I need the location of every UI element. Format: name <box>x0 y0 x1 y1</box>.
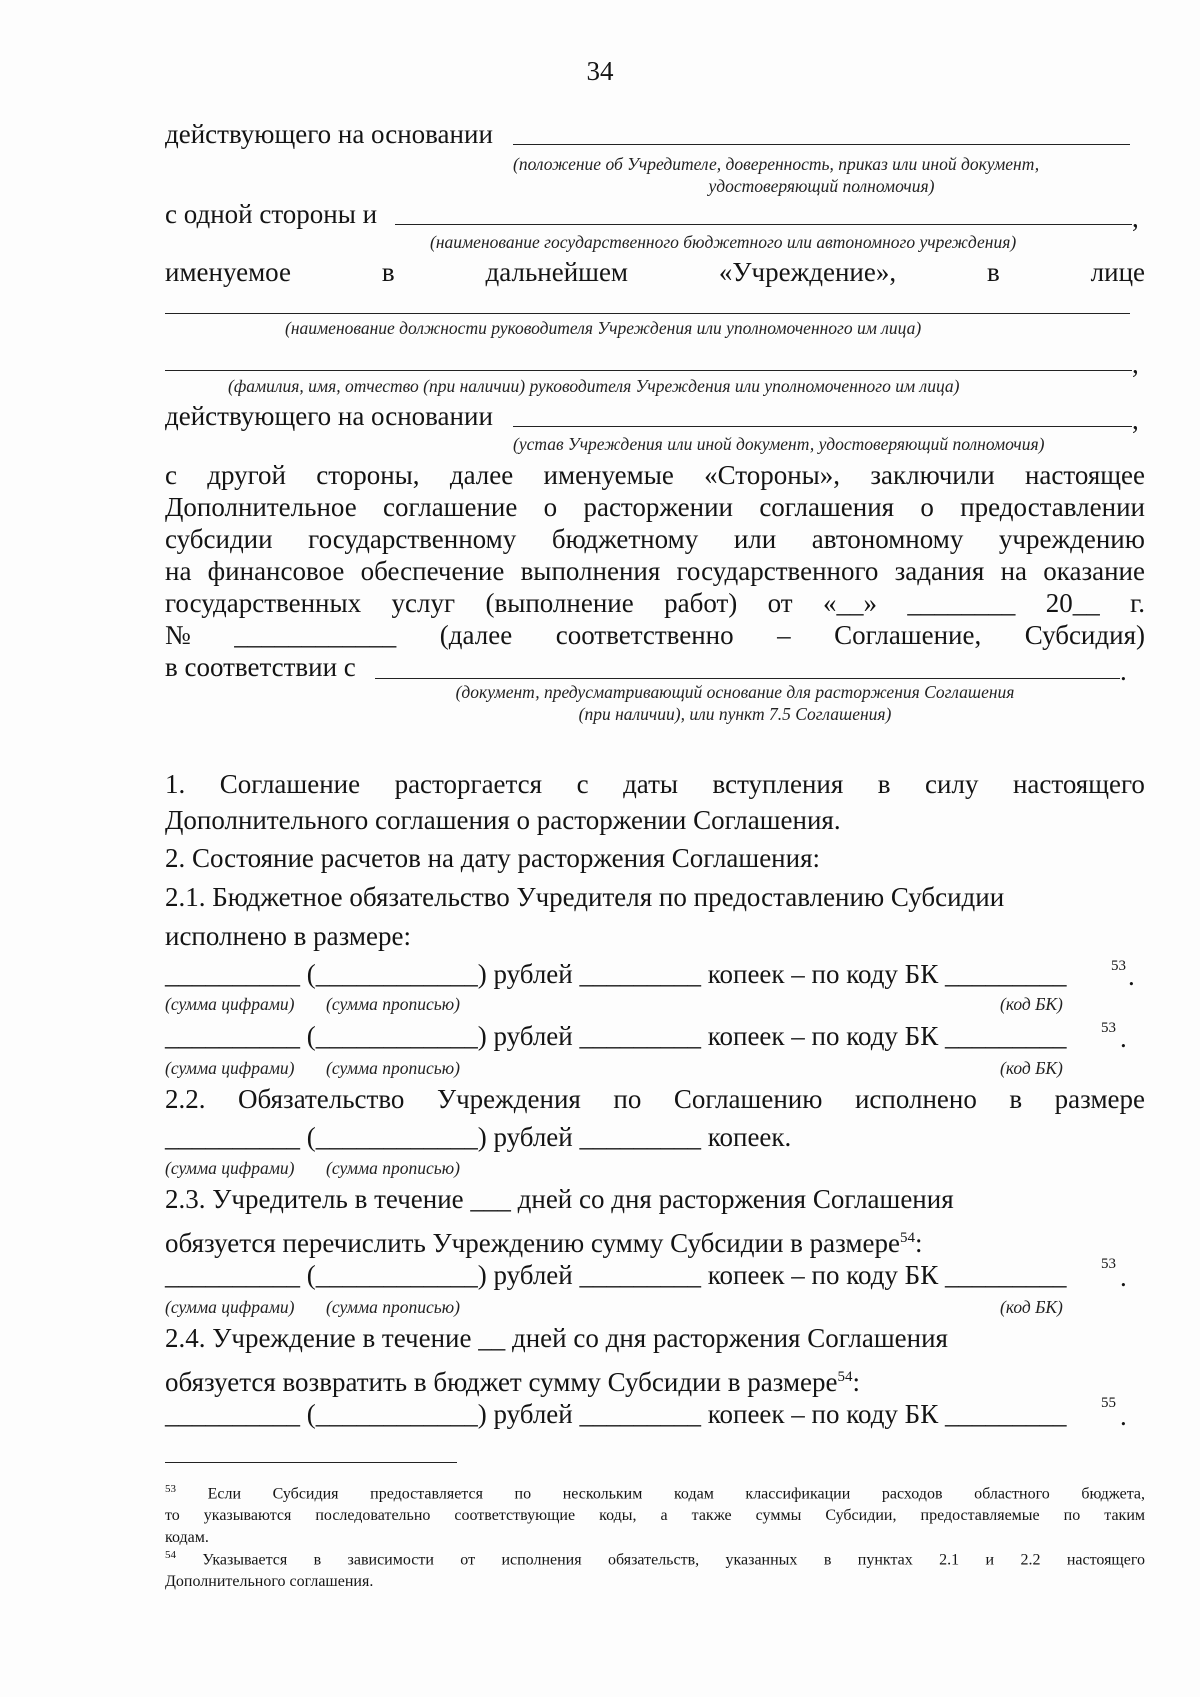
amount-row-1: __________ (____________) рублей _________ копеек – по коду БК _________ <box>165 959 1067 989</box>
named-institution-line: именуемое в дальнейшем «Учреждение», в лице <box>165 257 1145 287</box>
clause-2-4-line-1: 2.4. Учреждение в течение __ дней со дня расторжения Соглашения <box>165 1323 948 1353</box>
clause-2-1-line-1: 2.1. Бюджетное обязательство Учредителя по предоставлению Субсидии <box>165 882 1005 912</box>
basis-caption-1a: (положение об Учредителе, доверенность, приказ или иной документ, <box>513 154 1040 174</box>
clause-2: 2. Состояние расчетов на дату расторжения Соглашения: <box>165 843 821 873</box>
clause-2-3-line-2: обязуется перечислить Учреждению сумму Субсидии в размере$^{54}$: <box>165 1228 923 1258</box>
founder-line: с одной стороны и <box>165 199 378 229</box>
amount-row-2: __________ (____________) рублей _________ копеек – по коду БК _________ <box>165 1021 1067 1051</box>
footnote-ref-53: 53 <box>1111 958 1126 974</box>
name-comma: , <box>1132 349 1139 379</box>
footnote-ref-53: 53 <box>1101 1020 1116 1036</box>
preamble-line-4: на финансовое обеспечение выполнения государственного задания на оказание <box>165 556 1145 586</box>
founder-blank <box>395 224 1132 225</box>
caption-sum-figures: (сумма цифрами) <box>165 1158 295 1178</box>
amount-row-5: __________ (____________) рублей _________ копеек – по коду БК _________ <box>165 1399 1067 1429</box>
footnote-separator <box>165 1462 457 1463</box>
footnote-ref-55: 55 <box>1101 1395 1116 1411</box>
caption-bk: (код БК) <box>1000 1297 1063 1317</box>
founder-comma: , <box>1132 203 1139 233</box>
caption-bk: (код БК) <box>1000 994 1063 1014</box>
page-number: 34 <box>586 56 614 86</box>
caption-sum-words: (сумма прописью) <box>326 994 460 1014</box>
reason-caption-b: (при наличии), или пункт 7.5 Соглашения) <box>578 704 892 724</box>
preamble-line-7: в соответствии с <box>165 652 356 682</box>
row-5-period: . <box>1120 1401 1127 1431</box>
caption-sum-figures: (сумма цифрами) <box>165 994 295 1014</box>
caption-sum-words: (сумма прописью) <box>326 1158 460 1178</box>
row-2-period: . <box>1120 1023 1127 1053</box>
caption-sum-figures: (сумма цифрами) <box>165 1058 295 1078</box>
footnote-54: $^{54}$ Указывается в зависимости от исполнения обязательств, указанных в пунктах 2.1 и 2.2 настоящего Дополнительного соглашения. <box>165 1549 1146 1591</box>
clause-2-1-line-2: исполнено в размере: <box>165 921 411 951</box>
basis-line-1: действующего на основании <box>165 119 493 149</box>
institution-caption: (наименование государственного бюджетного или автономного учреждения) <box>430 232 1017 252</box>
footnote-ref-53: 53 <box>1101 1256 1116 1272</box>
clause-1-line-2: Дополнительного соглашения о расторжении Соглашения. <box>165 805 841 835</box>
reason-period: . <box>1120 656 1127 686</box>
basis-caption-2: (устав Учреждения или иной документ, удостоверяющий полномочия) <box>513 434 1045 454</box>
reason-blank <box>375 678 1120 679</box>
clause-2-3-line-1: 2.3. Учредитель в течение ___ дней со дня расторжения Соглашения <box>165 1184 954 1214</box>
caption-bk: (код БК) <box>1000 1058 1063 1078</box>
preamble-line-3: субсидии государственному бюджетному или автономному учреждению <box>165 524 1145 554</box>
row-4-period: . <box>1120 1262 1127 1292</box>
footnote-ref-54: 54 <box>837 1369 853 1385</box>
footnote-ref-54: 54 <box>899 1230 915 1246</box>
name-caption: (фамилия, имя, отчество (при наличии) руководителя Учреждения или уполномоченного им лица) <box>228 376 960 396</box>
preamble-line-1: с другой стороны, далее именуемые «Стороны», заключили настоящее <box>165 460 1145 490</box>
basis-blank-1 <box>513 144 1130 145</box>
preamble-line-5: государственных услуг (выполнение работ) от «__» ________ 20__ г. <box>165 588 1145 618</box>
basis-blank-2 <box>513 426 1132 427</box>
reason-caption-a: (документ, предусматривающий основание для расторжения Соглашения <box>455 682 1015 702</box>
preamble-line-2: Дополнительное соглашение о расторжении соглашения о предоставлении <box>165 492 1145 522</box>
amount-row-3: __________ (____________) рублей _________ копеек. <box>165 1122 792 1152</box>
clause-2-2-line-1: 2.2. Обязательство Учреждения по Соглашению исполнено в размере <box>165 1084 1145 1114</box>
position-caption: (наименование должности руководителя Учреждения или уполномоченного им лица) <box>285 318 922 338</box>
basis-line-2: действующего на основании <box>165 401 493 431</box>
caption-sum-words: (сумма прописью) <box>326 1297 460 1317</box>
footnote-53: $^{53}$ Если Субсидия предоставляется по нескольким кодам классификации расходов областного бюджета, то указываются последовательно соответствующие коды, а также суммы Субсидии, предоставляемые по таким кодам. <box>165 1483 1145 1547</box>
caption-sum-words: (сумма прописью) <box>326 1058 460 1078</box>
name-blank <box>165 370 1132 371</box>
basis-caption-1b: удостоверяющий полномочия) <box>708 176 935 196</box>
row-1-period: . <box>1128 961 1135 991</box>
preamble-line-6: № ____________ (далее соответственно – Соглашение, Субсидия) <box>165 620 1145 650</box>
caption-sum-figures: (сумма цифрами) <box>165 1297 295 1317</box>
clause-1-line-1: 1. Соглашение расторгается с даты вступления в силу настоящего <box>165 769 1145 799</box>
clause-2-4-line-2: обязуется возвратить в бюджет сумму Субсидии в размере$^{54}$: <box>165 1367 861 1397</box>
amount-row-4: __________ (____________) рублей _________ копеек – по коду БК _________ <box>165 1260 1067 1290</box>
position-blank <box>165 313 1130 314</box>
basis-comma-2: , <box>1132 405 1139 435</box>
